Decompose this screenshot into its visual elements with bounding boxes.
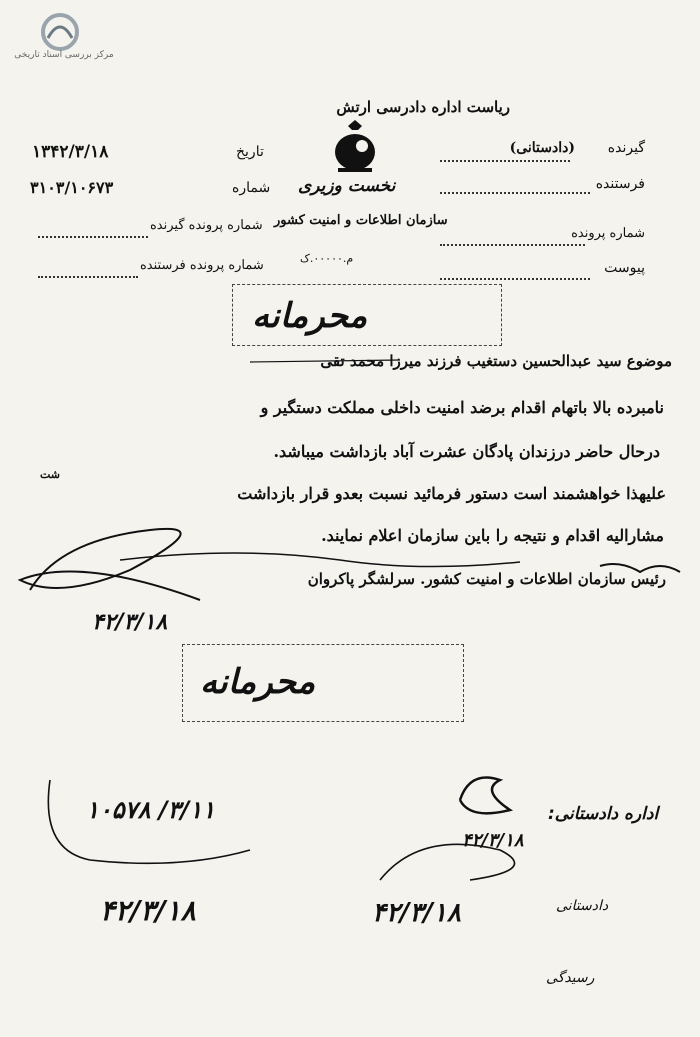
handwritten-note-2: دادستانی	[556, 898, 609, 914]
handwritten-date-4: ۴۲/۳/۱۸	[372, 898, 461, 928]
body-line-1: نامبرده بالا باتهام اقدام برضد امنیت داخلی مملکت دستگیر و	[260, 398, 664, 417]
organization-label: سازمان اطلاعات و امنیت کشور	[274, 213, 448, 228]
subject-line: موضوع سید عبدالحسین دستغیب فرزند میرزا محمد تقی	[320, 352, 672, 370]
signature-mark-right	[600, 564, 680, 572]
handwritten-date-2: ۴۲/۳/۱۸	[100, 894, 196, 927]
handwritten-number: ۱۰۵۷۸ /۳/۱۱	[86, 796, 216, 824]
left-arc-stroke	[48, 780, 250, 863]
confidential-stamp: محرمانه	[252, 296, 368, 336]
body-line-3: علیهذا خواهشمند است دستور فرمائید نسبت بعدو قرار بازداشت	[237, 484, 666, 503]
handwritten-note-3: رسیدگی	[546, 970, 595, 986]
number-label: شماره	[232, 180, 271, 196]
center-swirl-stroke	[380, 844, 515, 880]
signature-line: رئیس سازمان اطلاعات و امنیت کشور. سرلشگر پاکروان	[307, 570, 666, 588]
header-title: ریاست اداره دادرسی ارتش	[336, 98, 510, 116]
initials-scribble	[460, 778, 510, 814]
recipient-value: (دادستانی)	[509, 140, 575, 156]
recipient-label: گیرنده	[607, 140, 645, 156]
body-line-2: درحال حاضر درزندان پادگان عشرت آباد بازداشت میباشد.	[273, 442, 660, 461]
file-number-label: شماره پرونده	[571, 226, 645, 241]
archive-logo-text: مرکز بررسی اسناد تاریخی	[14, 50, 114, 60]
body-line-4: مشارالیه اقدام و نتیجه را باین سازمان اعلام نمایند.	[321, 526, 664, 545]
signature-stroke-main	[20, 529, 200, 600]
attachment-label: پیوست	[604, 260, 645, 276]
date-label: تاریخ	[236, 144, 264, 160]
signature-stroke-trail	[120, 553, 520, 567]
confidential-stamp-2: محرمانه	[200, 662, 316, 702]
date-value: ۱۳۴۲/۳/۱۸	[32, 142, 109, 162]
handwritten-date-1: ۴۲/۳/۱۸	[92, 610, 168, 635]
body-line-insertion: شت	[40, 468, 61, 481]
prime-minister-label: نخست وزیری	[298, 176, 396, 196]
emblem-code: م.۰۰۰۰۰.ک	[300, 252, 354, 265]
sender-file-number-label: شماره پرونده فرستنده	[140, 258, 264, 273]
sender-label: فرستنده	[595, 176, 645, 192]
recipient-file-number-label: شماره پرونده گیرنده	[150, 218, 263, 233]
handwritten-date-3: ۴۲/۳/۱۸	[462, 830, 524, 851]
number-value: ۳۱۰۳/۱۰۶۷۳	[30, 178, 114, 197]
handwritten-note-1: اداره دادستانی:	[548, 804, 659, 824]
underline-stroke	[250, 360, 400, 362]
